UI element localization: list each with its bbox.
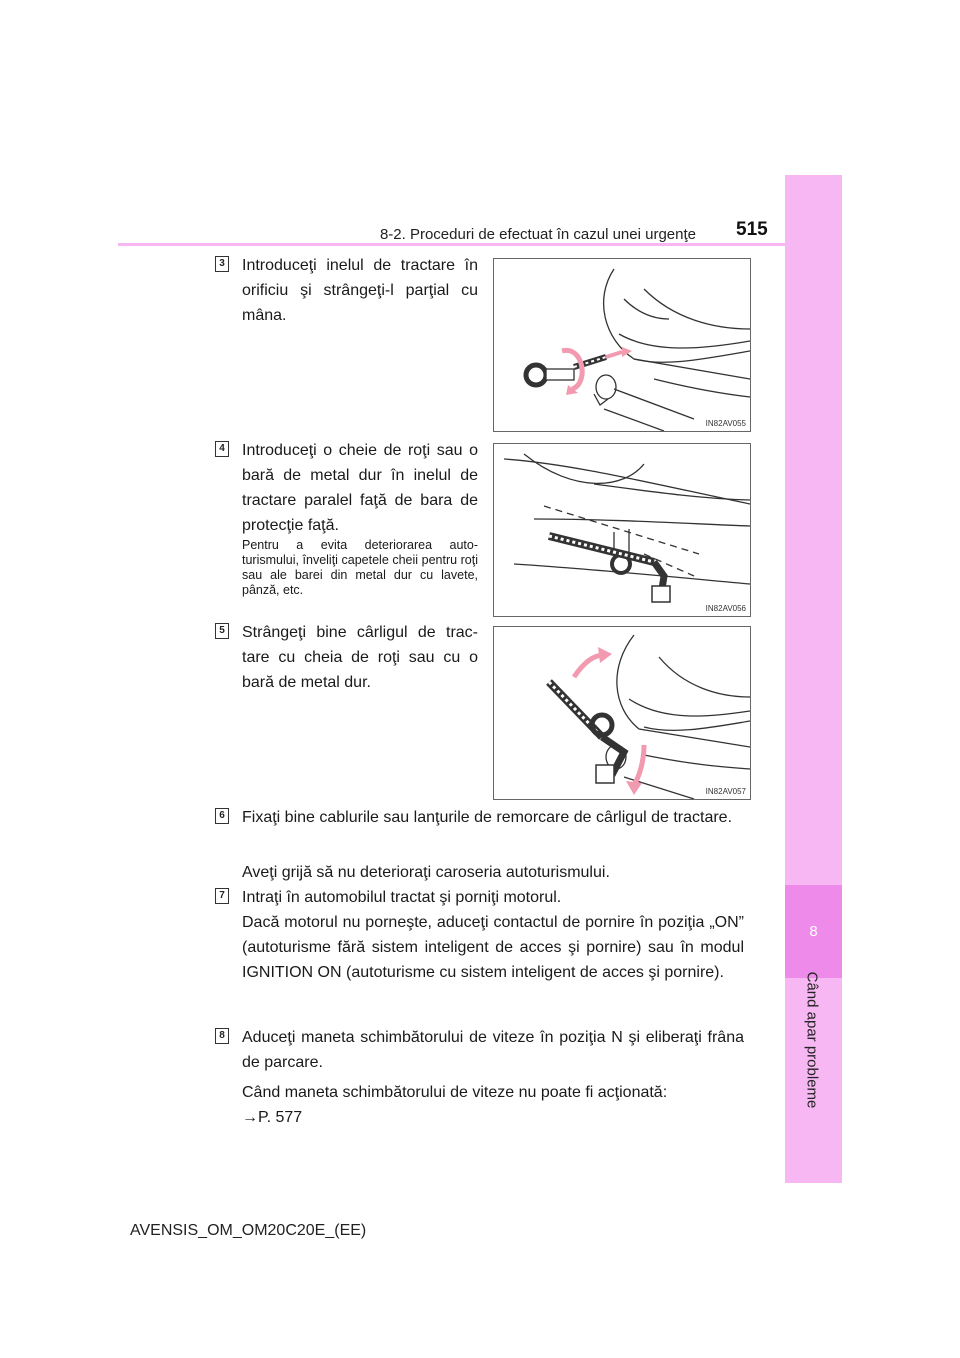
step-6-extra: Aveţi grijă să nu deterioraţi caroseria autoturismului. [242, 864, 610, 881]
wrench-in-eyelet-illustration [494, 444, 750, 616]
step-number-5: 5 [215, 623, 229, 639]
document-code: AVENSIS_OM_OM20C20E_(EE) [130, 1222, 367, 1239]
step-7-extra: Dacă motorul nu porneşte, aduceţi contactul de pornire în poziţia „ON” (autoturisme fără sistem inteligent de acces şi pornire) sau în modul IGNITION ON (autoturisme cu sistem inteligent de acces şi pornire). [242, 914, 744, 981]
figure-code-057: IN82AV057 [705, 787, 746, 796]
step-4-text: Introduceţi o cheie de roţi sau o bară de metal dur în inelul de tractare paralel faţă de bara de protecţie faţă. [242, 442, 478, 534]
step-8-reference[interactable]: →P. 577 [242, 1109, 303, 1126]
header-rule [118, 243, 785, 246]
figure-code-056: IN82AV056 [705, 604, 746, 613]
chapter-title: Când apar probleme [803, 971, 821, 1109]
page-number: 515 [736, 219, 768, 240]
figure-wrench-insert [493, 443, 751, 617]
step-number-8: 8 [215, 1028, 229, 1044]
tightening-illustration [494, 627, 750, 799]
chapter-number: 8 [809, 923, 818, 940]
figure-code-055: IN82AV055 [705, 419, 746, 428]
step-4-note: Pentru a evita deteriorarea auto-turismului, înveliţi capetele cheii pentru roţi sau ale barei din metal dur cu lavete, pânză, etc. [242, 538, 478, 597]
step-7-text: Intraţi în automobilul tractat şi porniţi motorul. [242, 889, 562, 906]
step-number-4: 4 [215, 441, 229, 457]
step-number-3: 3 [215, 256, 229, 272]
step-number-6: 6 [215, 808, 229, 824]
section-title: 8-2. Proceduri de efectuat în cazul unei urgenţe [379, 226, 696, 243]
step-3-text: Introduceţi inelul de tractare în orificiu şi strângeţi-l parţial cu mâna. [242, 257, 478, 324]
figure-tighten-eyelet [493, 626, 751, 800]
figure-towing-eyelet-insert [493, 258, 751, 432]
step-8-extra: Când maneta schimbătorului de viteze nu poate fi acţionată: [242, 1084, 668, 1101]
step-8-text: Aduceţi maneta schimbătorului de viteze în poziţia N şi eliberaţi frâna de parcare. [242, 1029, 744, 1071]
towing-eyelet-illustration [494, 259, 750, 431]
step-6-text: Fixaţi bine cablurile sau lanţurile de remorcare de cârligul de tractare. [242, 809, 733, 826]
step-number-7: 7 [215, 888, 229, 904]
step-5-text: Strângeţi bine cârligul de trac-tare cu cheia de roţi sau cu o bară de metal dur. [242, 624, 478, 691]
chapter-number-tab [785, 885, 842, 978]
